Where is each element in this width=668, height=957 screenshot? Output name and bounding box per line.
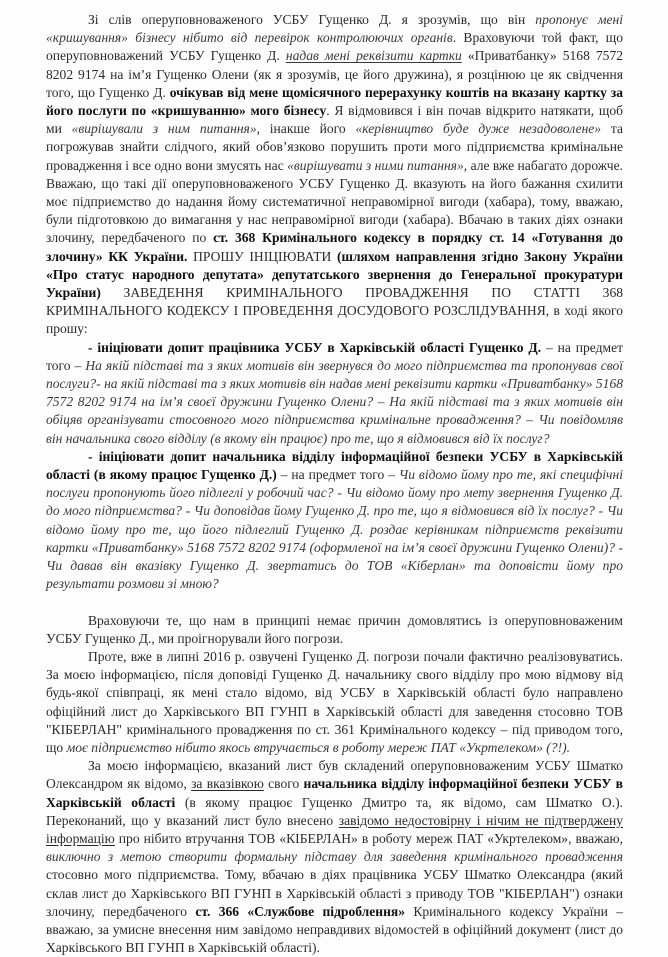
text-segment: На якій підставі та з яких мотивів він звернувся до мого підприємства та пропонував свої послуги?- на якій підставі та з яких мотивів він надав мені реквізити картки «Приватбанку» 5168 7572 8202 9174 на ім’я своєї дружини Гущенко Олени? – На якій підставі та з яких мотивів він обіцяв організувати стосовного мого підприємства кримінальне провадження? – Чи повідомляв він начальника свого відділу (в якому він працює) про те, що я відмовився від їх послуг? <box>46 357 623 446</box>
text-segment: начальника відділу інформаційної безпеки УСБУ в Харківській області <box>46 776 623 810</box>
text-segment: моє підприємство нібито якось втручається в роботу мереж ПАТ «Укртелеком» (?!). <box>66 739 570 755</box>
text-segment: та погрожував знайти слідчого, який обов’язково порушить проти мого підприємства кримінальне провадження і все одно вони змусять нас <box>46 121 623 173</box>
text-segment: «Приватбанку» 5168 7572 8202 9174 на ім’я Гущенко Олени (як я зрозумів, це його дружина), я розцінюю це як свідчення того, що Гущенко Д. <box>46 48 623 100</box>
text-segment: - ініціювати допит начальника відділу інформаційної безпеки УСБУ в Харківській області (в якому працює Гущенко Д.) <box>46 448 623 483</box>
paragraph <box>46 448 623 594</box>
text-segment: ПРОШУ ІНІЦІЮВАТИ <box>187 248 337 264</box>
text-segment: - ініціювати допит працівника УСБУ в Харківській області Гущенко Д. <box>88 339 542 355</box>
paragraph <box>46 339 623 448</box>
paragraph <box>46 11 623 339</box>
text-segment: ст. 366 «Службове підроблення» <box>195 903 405 919</box>
text-segment: «вирішували з ним питання» <box>71 121 257 137</box>
text-segment: – на предмет того – <box>46 339 623 373</box>
text-segment: Проте, вже в липні 2016 р. озвучені Гущенко Д. погрози почали фактично реалізовуватись. За моєю інформацією, після доповіді Гущенко Д. начальнику свого відділу про мою відмову від будь-якої співпраці, як мені стало відомо, від УСБУ в Харківській області було направлено офіційний лист до Харківського ВП ГУНП в Харківській області для заведення стосовно ТОВ "КІБЕРЛАН" кримінального провадження по ст. 361 Кримінального кодексу – під приводом того, що <box>46 648 623 755</box>
text-segment: (шляхом направлення згідно Закону України «Про статус народного депутата» депутатського звернення до Генеральної прокуратури України) <box>46 248 624 301</box>
text-segment: За моєю інформацією, вказаний лист був складений оперуповноваженим УСБУ Шматко Олександром як відомо, <box>46 758 623 792</box>
text-segment: очікував від мене щомісячного перерахунку коштів на вказану картку за його послуги по «кришуванню» мого бізнесу <box>46 84 623 119</box>
text-segment: «керівництво буде дуже незадоволене» <box>355 121 602 137</box>
text-segment: – на предмет того – <box>276 467 399 483</box>
text-segment: завідомо недостовірну і нічим не підтверджену інформацію <box>46 812 623 846</box>
text-segment: Зі слів оперуповноваженого УСБУ Гущенко Д. я зрозумів, що він <box>88 12 536 27</box>
text-segment: . Враховуючи той факт, що оперуповноважений УСБУ Гущенко Д. <box>46 30 623 64</box>
text-segment: надав мені реквізити картки <box>285 48 462 64</box>
text-segment: Чи відомо йому про те, які специфічні послуги пропонують його підлеглі у робочий час? - Чи відомо йому про мету звернення Гущенко Д. до мого підприємства? - Чи доповідав йому Гущенко Д. про те, що я відмовився від їх послуг? - Чи відомо йому про те, що його підлеглий Гущенко Д. роздає керівникам підприємств реквізити картки «Приватбанку» 5168 7572 8202 9174 (оформленої на ім’я своєї дружини Гущенко Олени)? - Чи давав він вказівку Гущенко Д. звертатись до ТОВ «Кіберлан» та доповісти йому про результати розмови зі мною? <box>46 467 623 592</box>
text-segment: (в якому працює Гущенко Дмитро та, як відомо, сам Шматко О.). Переконаний, що у вказаний лист було внесено <box>46 794 623 828</box>
paragraph <box>46 757 623 957</box>
document-page <box>46 11 623 957</box>
text-segment: виключно з метою створити формальну підставу для заведення кримінального провадження <box>46 849 623 865</box>
text-segment: про нібито втручання ТОВ «КІБЕРЛАН» в роботу мереж ПАТ «Укртелеком», вважаю, <box>114 830 623 846</box>
text-segment: пропонує мені «кришування» бізнесу нібито від перевірок контролюючих органів <box>46 12 623 46</box>
text-segment: ст. 368 Кримінального кодексу в порядку ст. 14 «Готування до злочину» КК України. <box>46 230 623 264</box>
text-segment: Кримінального кодексу України – вважаю, за умисне внесення ним завідомо неправдивих відомостей в офіційний документ (лист до Харківського ВП ГУНП в Харківській області). <box>46 903 623 956</box>
text-segment: «вирішувати з ними питання» <box>287 157 464 173</box>
text-segment: Враховуючи те, що нам в принципі немає причин домовлятись із оперуповноваженим УСБУ Гущенко Д., ми проігнорували його погрози. <box>46 612 623 646</box>
text-segment: . Я відмовився і він почав відкрито натякати, щоб ми <box>46 103 623 137</box>
text-segment: , але вже набагато дорожче. Вважаю, що такі дії оперуповноваженого УСБУ Гущенко Д. вказують на його бажання схилити моє підприємство до надання йому систематичної неправомірної вигоди (хабара), тому, вважаю, були підготовкою до вимагання у нас неправомірної вигоди (хабара). Вбачаю в таких діях ознаки злочину, передбаченого по <box>46 157 623 246</box>
text-segment: за вказівкою <box>191 776 264 792</box>
paragraph <box>46 648 623 757</box>
paragraph <box>46 612 623 648</box>
text-segment: свого <box>263 776 304 792</box>
text-segment: ЗАВЕДЕННЯ КРИМІНАЛЬНОГО ПРОВАДЖЕННЯ ПО СТАТТІ 368 КРИМІНАЛЬНОГО КОДЕКСУ І ПРОВЕДЕННЯ ДОСУДОВОГО РОЗСЛІДУВАННЯ, в ході якого прошу: <box>46 285 623 337</box>
text-segment: , інакше його <box>256 121 356 137</box>
text-segment: стосовно мого підприємства. Тому, вбачаю в діях працівника УСБУ Шматко Олександра (який склав лист до Харківського ВП ГУНП в Харківській області з приводу ТОВ "КІБЕРЛАН") ознаки злочину, передбаченого <box>46 867 623 919</box>
